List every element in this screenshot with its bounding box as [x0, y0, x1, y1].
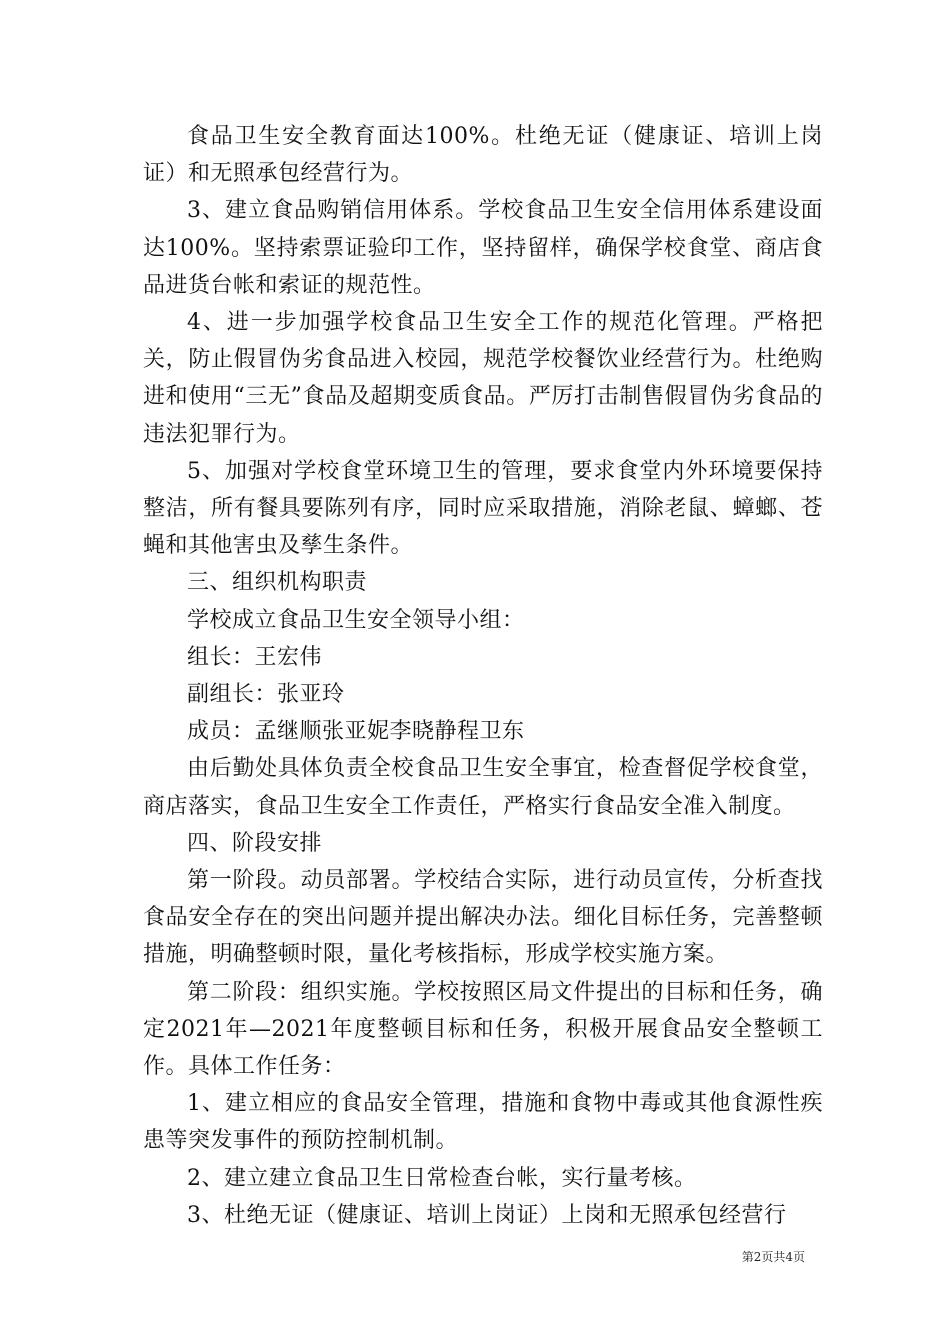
paragraph-canteen-hygiene: 5、加强对学校食堂环境卫生的管理，要求食堂内外环境要保持整洁，所有餐具要陈列有序，同时应采取措施，消除老鼠、蟑螂、苍蝇和其他害虫及孳生条件。 [143, 458, 823, 559]
paragraph-deputy-leader: 副组长：张亚玲 [187, 682, 345, 708]
paragraph-task-three: 3、杜绝无证（健康证、培训上岗证）上岗和无照承包经营行 [187, 1202, 787, 1228]
paragraph-task-one: 1、建立相应的食品安全管理，措施和食物中毒或其他食源性疾患等突发事件的预防控制机制。 [143, 1091, 823, 1154]
paragraph-education-coverage: 食品卫生安全教育面达100%。杜绝无证（健康证、培训上岗证）和无照承包经营行为。 [143, 124, 823, 187]
section-heading-organization: 三、组织机构职责 [187, 570, 368, 596]
document-body [143, 118, 823, 1234]
page-number: 第2页共4页 [741, 1250, 805, 1264]
paragraph-leadership-group: 学校成立食品卫生安全领导小组： [187, 607, 525, 633]
paragraph-standardized-management: 4、进一步加强学校食品卫生安全工作的规范化管理。严格把关，防止假冒伪劣食品进入校园，规范学校餐饮业经营行为。杜绝购进和使用“三无”食品及超期变质食品。严厉打击制售假冒伪劣食品的违法犯罪行为。 [143, 310, 823, 447]
paragraph-group-leader: 组长：王宏伟 [187, 644, 323, 670]
paragraph-logistics-responsibility: 由后勤处具体负责全校食品卫生安全事宜，检查督促学校食堂，商店落实，食品卫生安全工作责任，严格实行食品安全准入制度。 [143, 756, 823, 819]
paragraph-stage-two: 第二阶段：组织实施。学校按照区局文件提出的目标和任务，确定2021年—2021年度整顿目标和任务，积极开展食品安全整顿工作。具体工作任务： [143, 979, 823, 1080]
paragraph-members: 成员：孟继顺张亚妮李晓静程卫东 [187, 719, 525, 745]
section-heading-stages: 四、阶段安排 [187, 830, 323, 856]
paragraph-task-two: 2、建立建立食品卫生日常检查台帐，实行量考核。 [187, 1165, 697, 1191]
paragraph-stage-one: 第一阶段。动员部署。学校结合实际，进行动员宣传，分析查找食品安全存在的突出问题并提出解决办法。细化目标任务，完善整顿措施，明确整顿时限，量化考核指标，形成学校实施方案。 [143, 868, 823, 968]
paragraph-credit-system: 3、建立食品购销信用体系。学校食品卫生安全信用体系建设面达100%。坚持索票证验印工作，坚持留样，确保学校食堂、商店食品进货台帐和索证的规范性。 [143, 198, 823, 298]
